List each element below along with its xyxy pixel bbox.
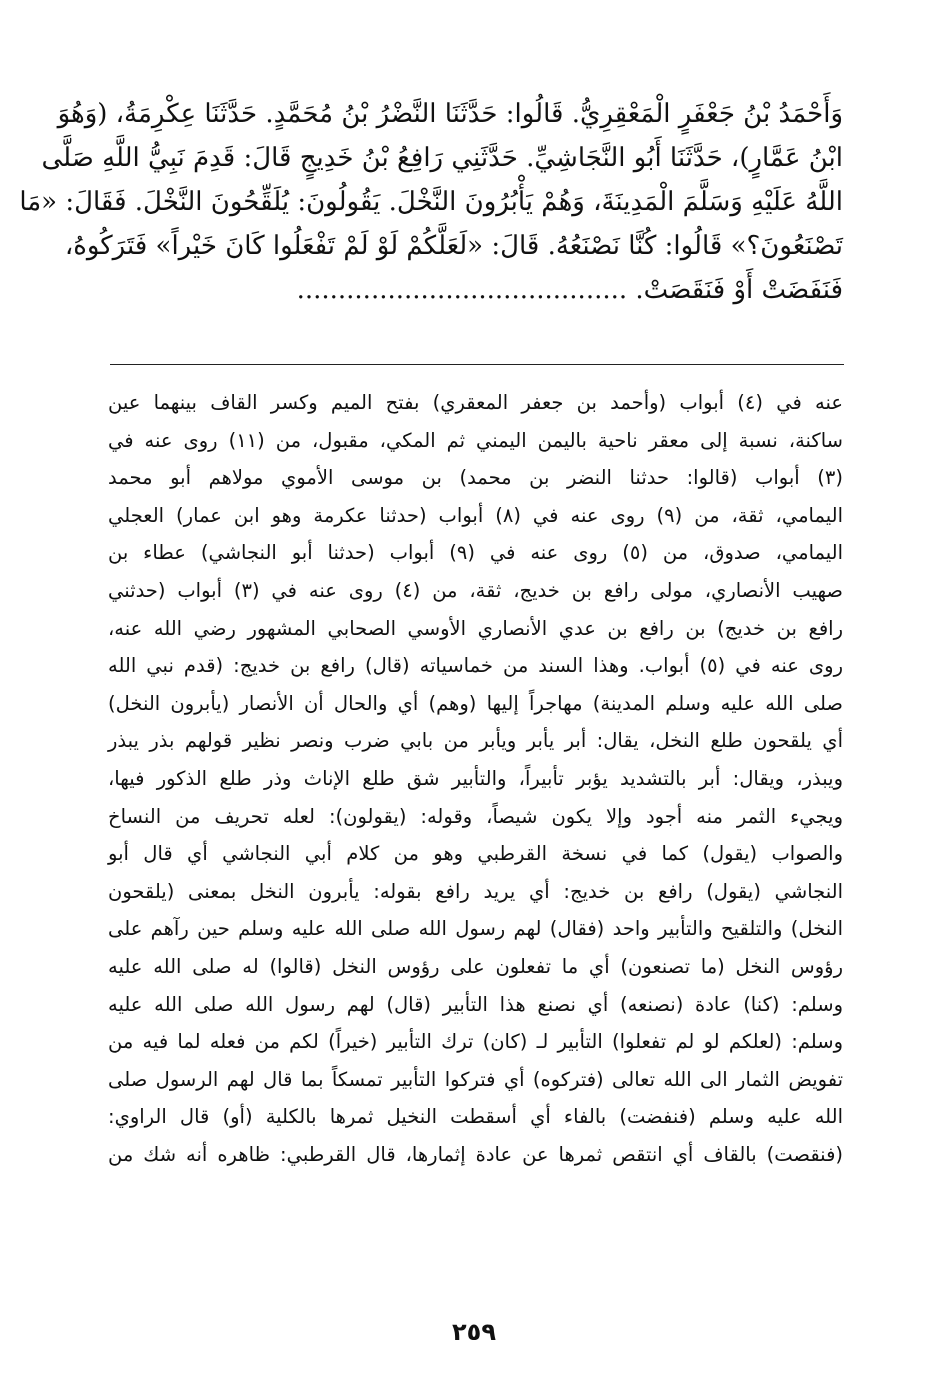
footnote-line: رافع بن خديج) بن رافع بن عدي الأنصاري الأوسي الصحابي المشهور رضي الله عنه، [108, 616, 843, 640]
footnote-line: صلى الله عليه وسلم المدينة) مهاجراً إليها (وهم) أي والحال أن الأنصار (يأبرون النخل) [108, 691, 843, 715]
footnote-line: وسلم: (لعلكم لو لم تفعلوا) التأبير لـ (كان) ترك التأبير (خيراً) لكم من فعله لما فيه من [108, 1030, 843, 1054]
footnote-line: اليمامي، صدوق، من (٥) روى عنه في (٩) أبواب (حدثنا أبو النجاشي) عطاء بن [108, 541, 844, 565]
main-line: فَنَفَضَتْ أَوْ فَنَقَصَتْ. ........................................ [296, 275, 843, 305]
footnote-line: الله عليه وسلم (فنفضت) بالفاء أي أسقطت النخيل ثمرها بالكلية (أو) قال الراوي: [108, 1105, 843, 1129]
footnote-line: (٣) أبواب (قالوا: حدثنا النضر بن محمد) بن موسى الأموي مولاهم أبو محمد [108, 466, 843, 490]
hadith-main-text [19, 92, 843, 312]
main-line: ابْنُ عَمَّارٍ)، حَدَّثَنَا أَبُو النَّجَاشِيِّ. حَدَّثَنِي رَافِعُ بْنُ خَدِيجٍ قَالَ: قَدِمَ نَبِيُّ اللَّهِ صَلَّى [41, 143, 843, 173]
footnote-line: روى عنه في (٥) أبواب. وهذا السند من خماسياته (قال) رافع بن خديج: (قدم نبي الله [108, 654, 843, 678]
footnote-line: النجاشي (يقول) رافع بن خديج: أي يريد رافع بقوله: يأبرون النخل بمعنى (يلقحون [108, 879, 843, 903]
footnote-line: اليمامي، ثقة، من (٩) روى عنه في (٨) أبواب (حدثنا عكرمة وهو ابن عمار) العجلي [108, 503, 843, 527]
footnote-line: صهيب الأنصاري، مولى رافع بن خديج، ثقة، من (٤) روى عنه في (٣) أبواب (حدثني [108, 578, 843, 602]
footnote-line: ويجيء الثمر منه أجود وإلا يكون شيصاً، وقوله: (يقولون): لعله تحريف من النساخ [108, 804, 843, 828]
footnote-line: تفويض الثمار الى الله تعالى (فتركوه) أي فتركوا التأبير تمسكاً بما قال لهم الرسول صلى [108, 1067, 843, 1091]
footnote-line: (فنقصت) بالقاف أي انتقص ثمرها عن عادة إثمارها، قال القرطبي: ظاهره أنه شك من [108, 1142, 843, 1166]
footnote-line: عنه في (٤) أبواب (وأحمد بن جعفر المعقري) بفتح الميم وكسر القاف بينهما عين [108, 391, 843, 414]
main-line: تَصْنَعُونَ؟» قَالُوا: كُنَّا نَصْنَعُهُ. قَالَ: «لَعَلَّكُمْ لَوْ لَمْ تَفْعَلُوا كَانَ خَيْراً» فَتَرَكُوهُ، [64, 231, 843, 261]
main-line: اللَّهُ عَلَيْهِ وَسَلَّمَ الْمَدِينَةَ، وَهُمْ يَأْبُرُونَ النَّخْلَ. يَقُولُونَ: يُلَقِّحُونَ النَّخْلَ. فَقَالَ: «مَا [19, 187, 843, 217]
page-number: ٢٥٩ [452, 1318, 496, 1346]
footnote-line: ساكنة، نسبة إلى معقر ناحية باليمن اليمني ثم المكي، مقبول، من (١١) روى عنه في [108, 428, 843, 452]
footnote-line: ويبذر، ويقال: أبر بالتشديد يؤبر تأبيراً، والتأبير شق طلع الإناث وذر طلع الذكور فيها، [108, 766, 843, 790]
footnote-line: النخل) والتلقيح والتأبير واحد (فقال) لهم رسول الله صلى الله عليه وسلم حين رآهم على [108, 917, 843, 941]
footnote-line: رؤوس النخل (ما تصنعون) أي ما تفعلون على رؤوس النخل (قالوا) له صلى الله عليه [108, 954, 843, 978]
footnote-divider [110, 364, 844, 365]
commentary-footnote [108, 384, 843, 1173]
footnote-line: أي يلقحون طلع النخل، يقال: أبر يأبر ويأبر من بابي ضرب ونصر نظير قولهم بذر يبذر [108, 729, 843, 753]
main-line: وَأَحْمَدُ بْنُ جَعْفَرٍ الْمَعْقِرِيُّ. قَالُوا: حَدَّثَنَا النَّضْرُ بْنُ مُحَمَّدٍ. حَدَّثَنَا عِكْرِمَةُ، (وَهُوَ [57, 99, 843, 129]
footnote-line: والصواب (يقول) كما في نسخة القرطبي وهو من كلام أبي النجاشي أي قال أبو [108, 842, 843, 866]
footnote-line: وسلم: (كنا) عادة (نصنعه) أي نصنع هذا التأبير (قال) لهم رسول الله صلى الله عليه [108, 992, 843, 1016]
